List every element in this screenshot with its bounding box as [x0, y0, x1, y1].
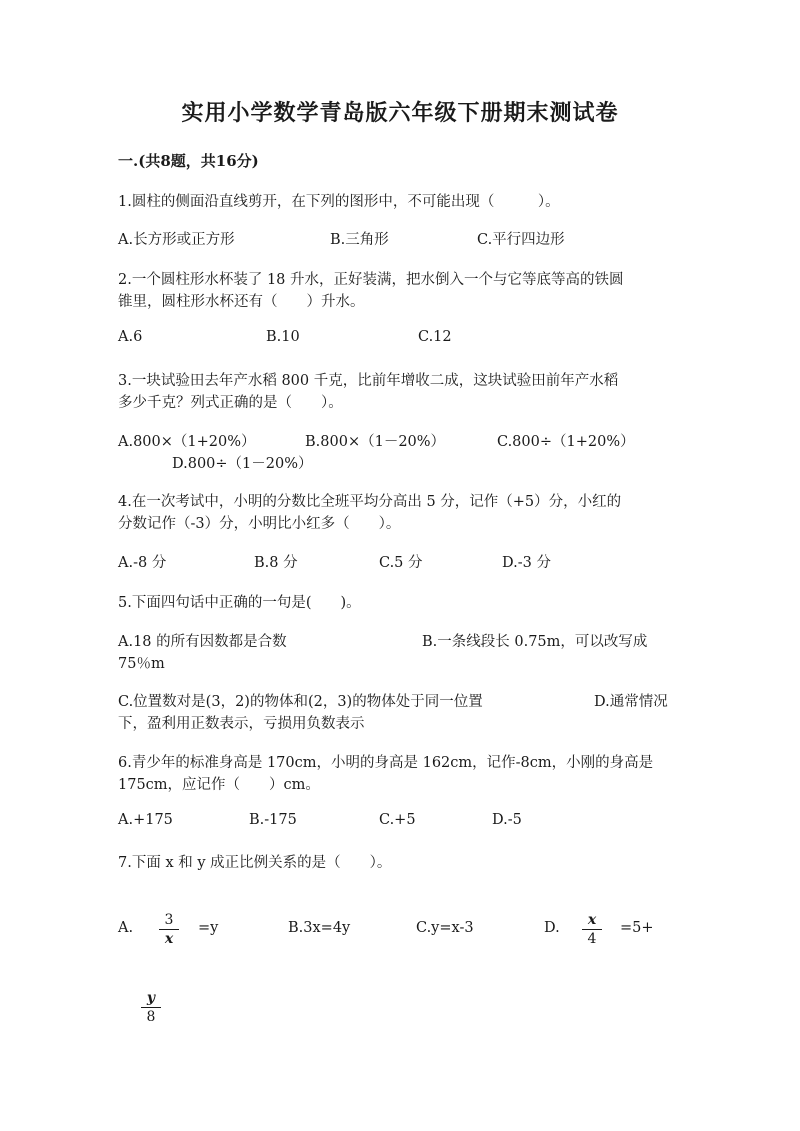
q2-option-b: B.10 — [266, 329, 300, 345]
q7-option-b: B.3x=4y — [288, 920, 351, 936]
q7-option-a-prefix: A. — [118, 920, 134, 936]
section-heading: 一.(共8题，共16分) — [118, 152, 259, 170]
q7-option-d-denominator: 4 — [587, 931, 597, 947]
q3-option-c: C.800÷（1+20%） — [497, 434, 635, 450]
q2-stem-line1: 2.一个圆柱形水杯装了 18 升水，正好装满，把水倒入一个与它等底等高的铁圆 — [118, 272, 624, 288]
q7-option-d-numerator: x — [587, 912, 597, 928]
q6-option-d: D.-5 — [492, 812, 522, 828]
q3-stem-line1: 3.一块试验田去年产水稻 800 千克，比前年增收二成，这块试验田前年产水稻 — [118, 373, 619, 389]
q7-option-d-fraction — [582, 912, 602, 947]
q4-option-b: B.8 分 — [254, 555, 298, 571]
q3-option-a: A.800×（1+20%） — [118, 434, 256, 450]
q4-option-c: C.5 分 — [379, 555, 423, 571]
q5-option-b-line2: 75％m — [118, 656, 165, 672]
fraction-bar — [582, 929, 602, 930]
q7-option-a-fraction — [159, 912, 179, 947]
q6-option-b: B.-175 — [249, 812, 297, 828]
q7-option-a-numerator: 3 — [164, 912, 174, 928]
fraction-bar — [159, 929, 179, 930]
q6-stem-line2: 175cm，应记作（ ）cm。 — [118, 777, 320, 793]
fraction-bar — [141, 1007, 161, 1008]
q7-option-d-fraction2-denominator: 8 — [146, 1009, 156, 1025]
q2-option-a: A.6 — [118, 329, 143, 345]
q7-option-d-prefix: D. — [544, 920, 560, 936]
q5-stem: 5.下面四句话中正确的一句是( )。 — [118, 595, 361, 611]
q5-option-d-line1: D.通常情况 — [594, 694, 668, 710]
q1-option-b: B.三角形 — [330, 232, 389, 248]
q3-option-b: B.800×（1－20%） — [305, 434, 446, 450]
q7-option-a-denominator: x — [164, 931, 174, 947]
q2-option-c: C.12 — [418, 329, 452, 345]
page-title: 实用小学数学青岛版六年级下册期末测试卷 — [181, 100, 619, 126]
q7-option-d-fraction2-numerator: y — [146, 990, 156, 1006]
q5-option-a: A.18 的所有因数都是合数 — [118, 634, 287, 650]
q7-option-d-fraction2 — [141, 990, 161, 1025]
q7-option-c: C.y=x-3 — [416, 920, 474, 936]
q4-stem-line2: 分数记作（-3）分，小明比小红多（ ）。 — [118, 516, 401, 532]
q5-option-d-line2: 下，盈利用正数表示，亏损用负数表示 — [118, 716, 365, 732]
q4-stem-line1: 4.在一次考试中，小明的分数比全班平均分高出 5 分，记作（+5）分，小红的 — [118, 494, 622, 510]
q3-option-d: D.800÷（1－20%） — [172, 456, 313, 472]
q1-option-a: A.长方形或正方形 — [118, 232, 235, 248]
q5-option-b-line1: B.一条线段长 0.75m，可以改写成 — [422, 634, 648, 650]
q1-stem: 1.圆柱的侧面沿直线剪开，在下列的图形中，不可能出现（ ）。 — [118, 194, 560, 210]
q1-option-c: C.平行四边形 — [477, 232, 565, 248]
q5-option-c: C.位置数对是(3，2)的物体和(2，3)的物体处于同一位置 — [118, 694, 483, 710]
q6-option-a: A.+175 — [118, 812, 173, 828]
q2-stem-line2: 锥里，圆柱形水杯还有（ ）升水。 — [118, 294, 365, 310]
q3-stem-line2: 多少千克？列式正确的是（ ）。 — [118, 395, 343, 411]
q4-option-d: D.-3 分 — [502, 555, 551, 571]
q7-option-a-suffix: =y — [198, 920, 219, 936]
q6-option-c: C.+5 — [379, 812, 416, 828]
q4-option-a: A.-8 分 — [118, 555, 167, 571]
q7-stem: 7.下面 x 和 y 成正比例关系的是（ ）。 — [118, 855, 392, 871]
q6-stem-line1: 6.青少年的标准身高是 170cm，小明的身高是 162cm，记作-8cm，小刚的身高是 — [118, 755, 654, 771]
q7-option-d-suffix: =5+ — [620, 920, 654, 936]
